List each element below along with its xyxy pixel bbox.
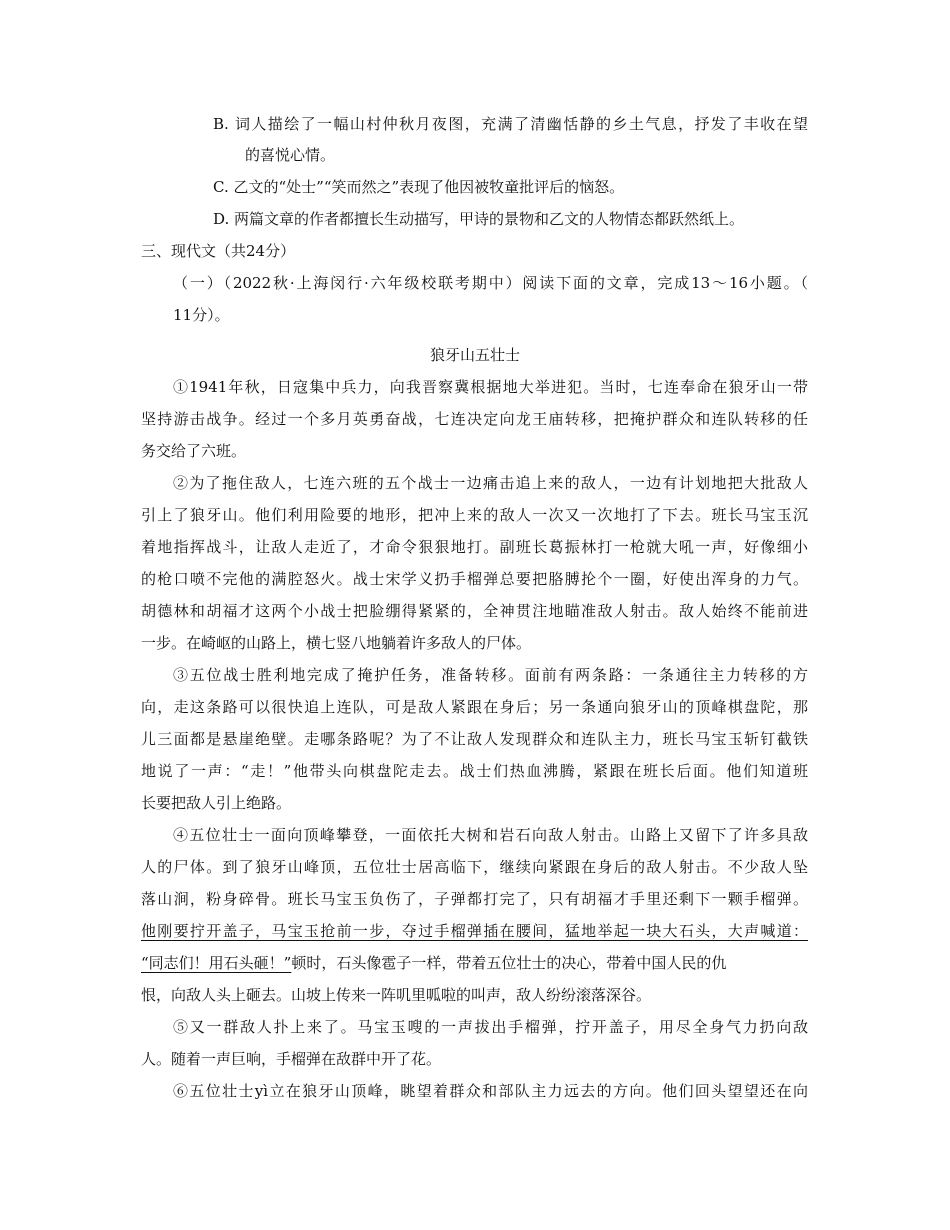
paragraph-4-line-1: ④五位壮士一面向顶峰攀登，一面依托大树和岩石向敌人射击。山路上又留下了许多具敌 (173, 826, 808, 844)
paragraph-5-line-2: 人。随着一声巨响，手榴弹在敌群中开了花。 (141, 1050, 442, 1068)
option-b-line-1: B. 词人描绘了一幅山村仲秋月夜图，充满了清幽恬静的乡土气息，抒发了丰收在望 (213, 115, 808, 133)
paragraph-1-line-1: ①1941年秋，日寇集中兵力，向我晋察冀根据地大举进犯。当时，七连奉命在狼牙山一带 (173, 378, 808, 396)
sub-heading-line-1: （一）（2022秋·上海闵行·六年级校联考期中）阅读下面的文章，完成13～16小题。（ (173, 274, 808, 292)
paragraph-2-line-2: 引上了狼牙山。他们利用险要的地形，把冲上来的敌人一次又一次地打了下去。班长马宝玉沉 (141, 506, 808, 524)
paragraph-2-line-1: ②为了拖住敌人，七连六班的五个战士一边痛击追上来的敌人，一边有计划地把大批敌人 (173, 474, 808, 492)
paragraph-4-underlined-line: 他刚要拧开盖子，马宝玉抢前一步，夺过手榴弹插在腰间，猛地举起一块大石头，大声喊道： (141, 922, 808, 940)
paragraph-1-line-3: 务交给了六班。 (141, 442, 247, 460)
section-heading: 三、现代文（共24分） (141, 242, 296, 260)
paragraph-2-line-4: 的枪口喷不完他的满腔怒火。战士宋学义扔手榴弹总要把胳膊抡个一圈，好使出浑身的力气。 (141, 570, 808, 588)
paragraph-2-line-6: 一步。在崎岖的山路上，横七竖八地躺着许多敌人的尸体。 (141, 634, 532, 652)
option-b-line-2: 的喜悦心情。 (245, 146, 336, 164)
paragraph-4-line-2: 人的尸体。到了狼牙山峰顶，五位壮士居高临下，继续向紧跟在身后的敌人射击。不少敌人坠 (141, 858, 808, 876)
option-c: C. 乙文的“处士”“笑而然之”表现了他因被牧童批评后的恼怒。 (213, 178, 625, 196)
paragraph-3-line-4: 地说了一声：“走！”他带头向棋盘陀走去。战士们热血沸腾，紧跟在班长后面。他们知道班 (141, 762, 808, 780)
paragraph-2-line-5: 胡德林和胡福才这两个小战士把脸绷得紧紧的，全神贯注地瞄准敌人射击。敌人始终不能前进 (141, 602, 808, 620)
paragraph-3-line-2: 向，走这条路可以很快追上连队，可是敌人紧跟在身后；另一条通向狼牙山的顶峰棋盘陀，那 (141, 698, 808, 716)
article-title: 狼牙山五壮士 (429, 346, 520, 364)
sub-heading-line-2: 11分）。 (173, 306, 230, 324)
paragraph-6-line-1: ⑥五位壮士yì立在狼牙山顶峰，眺望着群众和部队主力远去的方向。他们回头望望还在向 (173, 1082, 808, 1100)
paragraph-3-line-5: 长要把敌人引上绝路。 (141, 794, 292, 812)
paragraph-4-line-6: 恨，向敌人头上砸去。山坡上传来一阵叽里呱啦的叫声，敌人纷纷滚落深谷。 (141, 986, 652, 1004)
option-d: D. 两篇文章的作者都擅长生动描写，甲诗的景物和乙文的人物情态都跃然纸上。 (213, 210, 745, 228)
paragraph-5-line-1: ⑤又一群敌人扑上来了。马宝玉嗖的一声拔出手榴弹，拧开盖子，用尽全身气力扔向敌 (173, 1018, 808, 1036)
underlined-quote: “同志们！用石头砸！” (141, 954, 292, 972)
paragraph-3-line-1: ③五位战士胜利地完成了掩护任务，准备转移。面前有两条路：一条通往主力转移的方 (173, 666, 808, 684)
paragraph-2-line-3: 着地指挥战斗，让敌人走近了，才命令狠狠地打。副班长葛振林打一枪就大吼一声，好像细小 (141, 538, 808, 556)
paragraph-4-line-5 (141, 953, 726, 973)
paragraph-1-line-2: 坚持游击战争。经过一个多月英勇奋战，七连决定向龙王庙转移，把掩护群众和连队转移的任 (141, 410, 808, 428)
paragraph-4-line-5-rest: 顿时，石头像雹子一样，带着五位壮士的决心，带着中国人民的仇 (291, 954, 727, 972)
paragraph-3-line-3: 儿三面都是悬崖绝壁。走哪条路呢？为了不让敌人发现群众和连队主力，班长马宝玉斩钉截铁 (141, 730, 808, 748)
paragraph-4-line-3: 落山涧，粉身碎骨。班长马宝玉负伤了，子弹都打完了，只有胡福才手里还剩下一颗手榴弹。 (141, 890, 808, 908)
